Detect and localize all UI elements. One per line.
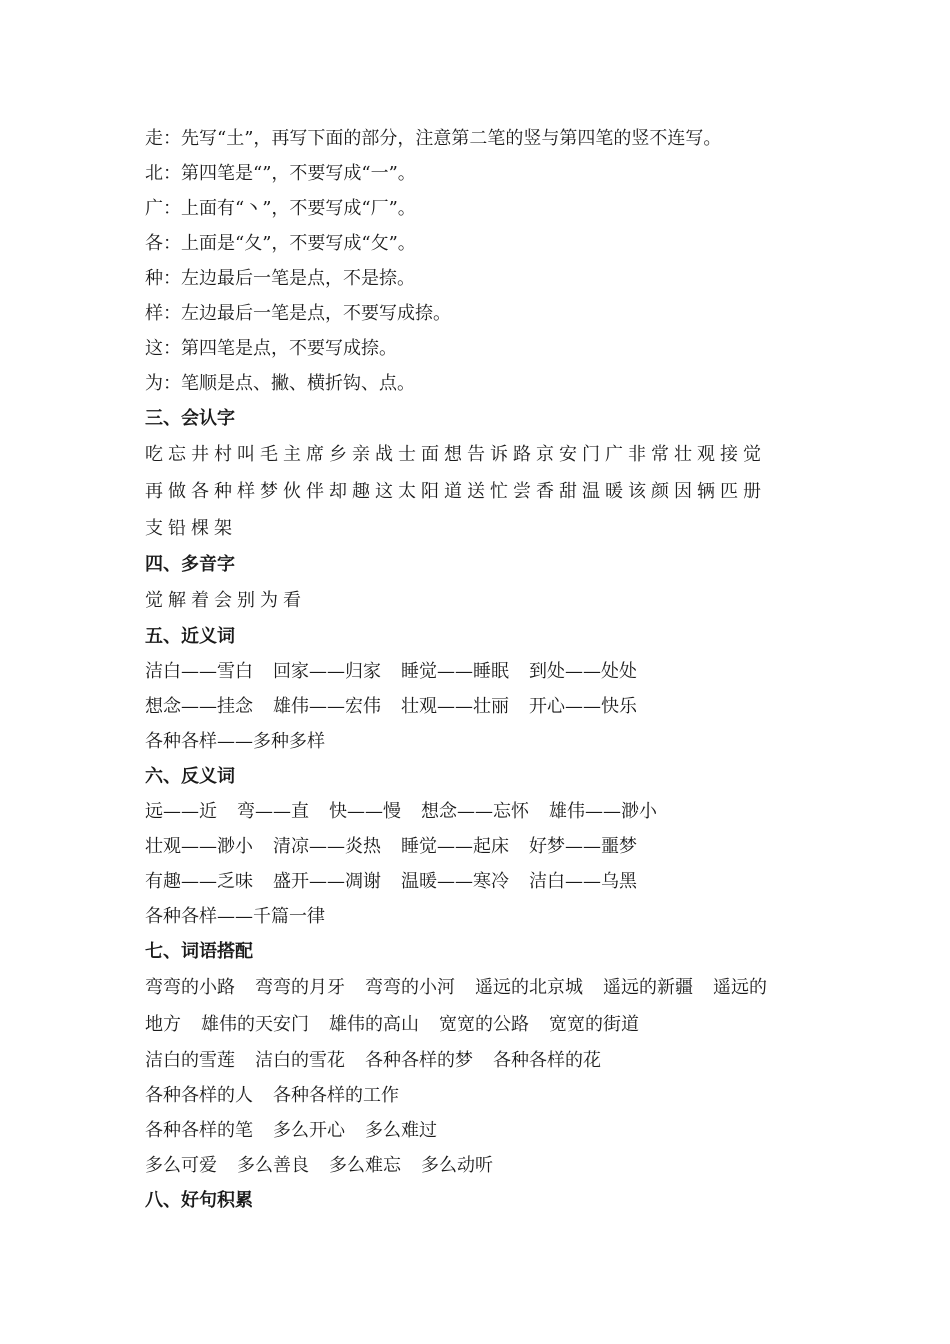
antonym-pair: 温暖——寒冷 (401, 871, 509, 892)
synonyms-line (145, 654, 825, 689)
polyphonic-chars-line: 觉解着会别为看 (145, 590, 306, 611)
collocation-phrase: 地方 (145, 1014, 181, 1035)
collocation-phrase: 各种各样的人 (145, 1085, 253, 1106)
document-page (145, 121, 825, 1218)
collocations-line (145, 1113, 825, 1148)
collocation-phrase: 洁白的雪花 (255, 1050, 345, 1071)
synonym-pair: 雄伟——宏伟 (273, 696, 381, 717)
collocation-phrase: 弯弯的月牙 (255, 977, 345, 998)
recognize-chars-line: 再做各种样梦伙伴却趣这太阳道送忙尝香甜温暖该颜因辆匹册 (145, 481, 766, 502)
section-heading-collocations: 七、词语搭配 (145, 941, 253, 962)
collocation-phrase: 洁白的雪莲 (145, 1050, 235, 1071)
stroke-note: 样：左边最后一笔是点，不要写成捺。 (145, 303, 451, 324)
antonym-pair: 快——慢 (329, 801, 401, 822)
stroke-note: 北：第四笔是“”，不要写成“一”。 (145, 163, 416, 184)
collocation-phrase: 弯弯的小河 (365, 977, 455, 998)
synonym-pair: 到处——处处 (529, 661, 637, 682)
collocation-phrase: 多么难过 (365, 1120, 437, 1141)
collocations-line (145, 969, 825, 1006)
antonyms-line (145, 794, 825, 829)
synonym-pair: 回家——归家 (273, 661, 381, 682)
collocations-line (145, 1006, 825, 1043)
antonym-pair: 弯——直 (237, 801, 309, 822)
recognize-chars-line: 吃忘井村叫毛主席乡亲战士面想告诉路京安门广非常壮观接觉 (145, 444, 766, 465)
collocation-phrase: 遥远的北京城 (475, 977, 583, 998)
collocation-phrase: 各种各样的梦 (365, 1050, 473, 1071)
synonyms-line (145, 689, 825, 724)
antonym-pair: 洁白——乌黑 (529, 871, 637, 892)
antonyms-line (145, 864, 825, 899)
collocation-phrase: 各种各样的笔 (145, 1120, 253, 1141)
stroke-note: 各：上面是“夂”，不要写成“攵”。 (145, 233, 416, 254)
section-heading-sentences: 八、好句积累 (145, 1190, 253, 1211)
synonym-pair: 开心——快乐 (529, 696, 637, 717)
section-heading-antonyms: 六、反义词 (145, 766, 235, 787)
synonyms-line (145, 724, 825, 759)
antonym-pair: 好梦——噩梦 (529, 836, 637, 857)
collocations-line (145, 1043, 825, 1078)
collocation-phrase: 弯弯的小路 (145, 977, 235, 998)
collocation-phrase: 多么开心 (273, 1120, 345, 1141)
collocation-phrase: 多么可爱 (145, 1155, 217, 1176)
section-heading-polyphonic: 四、多音字 (145, 554, 235, 575)
stroke-note: 这：第四笔是点，不要写成捺。 (145, 338, 397, 359)
collocation-phrase: 雄伟的天安门 (201, 1014, 309, 1035)
antonym-pair: 远——近 (145, 801, 217, 822)
antonym-pair: 睡觉——起床 (401, 836, 509, 857)
antonyms-line (145, 829, 825, 864)
collocation-phrase: 多么善良 (237, 1155, 309, 1176)
antonym-pair: 想念——忘怀 (421, 801, 529, 822)
collocation-phrase: 多么难忘 (329, 1155, 401, 1176)
synonym-pair: 睡觉——睡眠 (401, 661, 509, 682)
antonyms-line (145, 899, 825, 934)
synonym-pair: 各种各样——多种多样 (145, 731, 325, 752)
synonym-pair: 洁白——雪白 (145, 661, 253, 682)
synonym-pair: 想念——挂念 (145, 696, 253, 717)
antonym-pair: 壮观——渺小 (145, 836, 253, 857)
synonym-pair: 壮观——壮丽 (401, 696, 509, 717)
collocations-line (145, 1148, 825, 1183)
antonym-pair: 清凉——炎热 (273, 836, 381, 857)
section-heading-recognize: 三、会认字 (145, 408, 235, 429)
collocation-phrase: 多么动听 (421, 1155, 493, 1176)
collocation-phrase: 雄伟的高山 (329, 1014, 419, 1035)
collocation-phrase: 宽宽的公路 (439, 1014, 529, 1035)
antonym-pair: 盛开——凋谢 (273, 871, 381, 892)
antonym-pair: 雄伟——渺小 (549, 801, 657, 822)
stroke-note: 广：上面有“丶”，不要写成“厂”。 (145, 198, 416, 219)
stroke-note: 种：左边最后一笔是点，不是捺。 (145, 268, 415, 289)
recognize-chars-line: 支铅棵架 (145, 518, 237, 539)
collocation-phrase: 遥远的新疆 (603, 977, 693, 998)
collocation-phrase: 遥远的 (713, 977, 767, 998)
section-heading-synonyms: 五、近义词 (145, 626, 235, 647)
stroke-note: 为：笔顺是点、撇、横折钩、点。 (145, 373, 415, 394)
collocations-line (145, 1078, 825, 1113)
antonym-pair: 各种各样——千篇一律 (145, 906, 325, 927)
collocation-phrase: 各种各样的工作 (273, 1085, 399, 1106)
collocation-phrase: 各种各样的花 (493, 1050, 601, 1071)
stroke-note: 走：先写“土”，再写下面的部分，注意第二笔的竖与第四笔的竖不连写。 (145, 128, 722, 149)
antonym-pair: 有趣——乏味 (145, 871, 253, 892)
collocation-phrase: 宽宽的街道 (549, 1014, 639, 1035)
